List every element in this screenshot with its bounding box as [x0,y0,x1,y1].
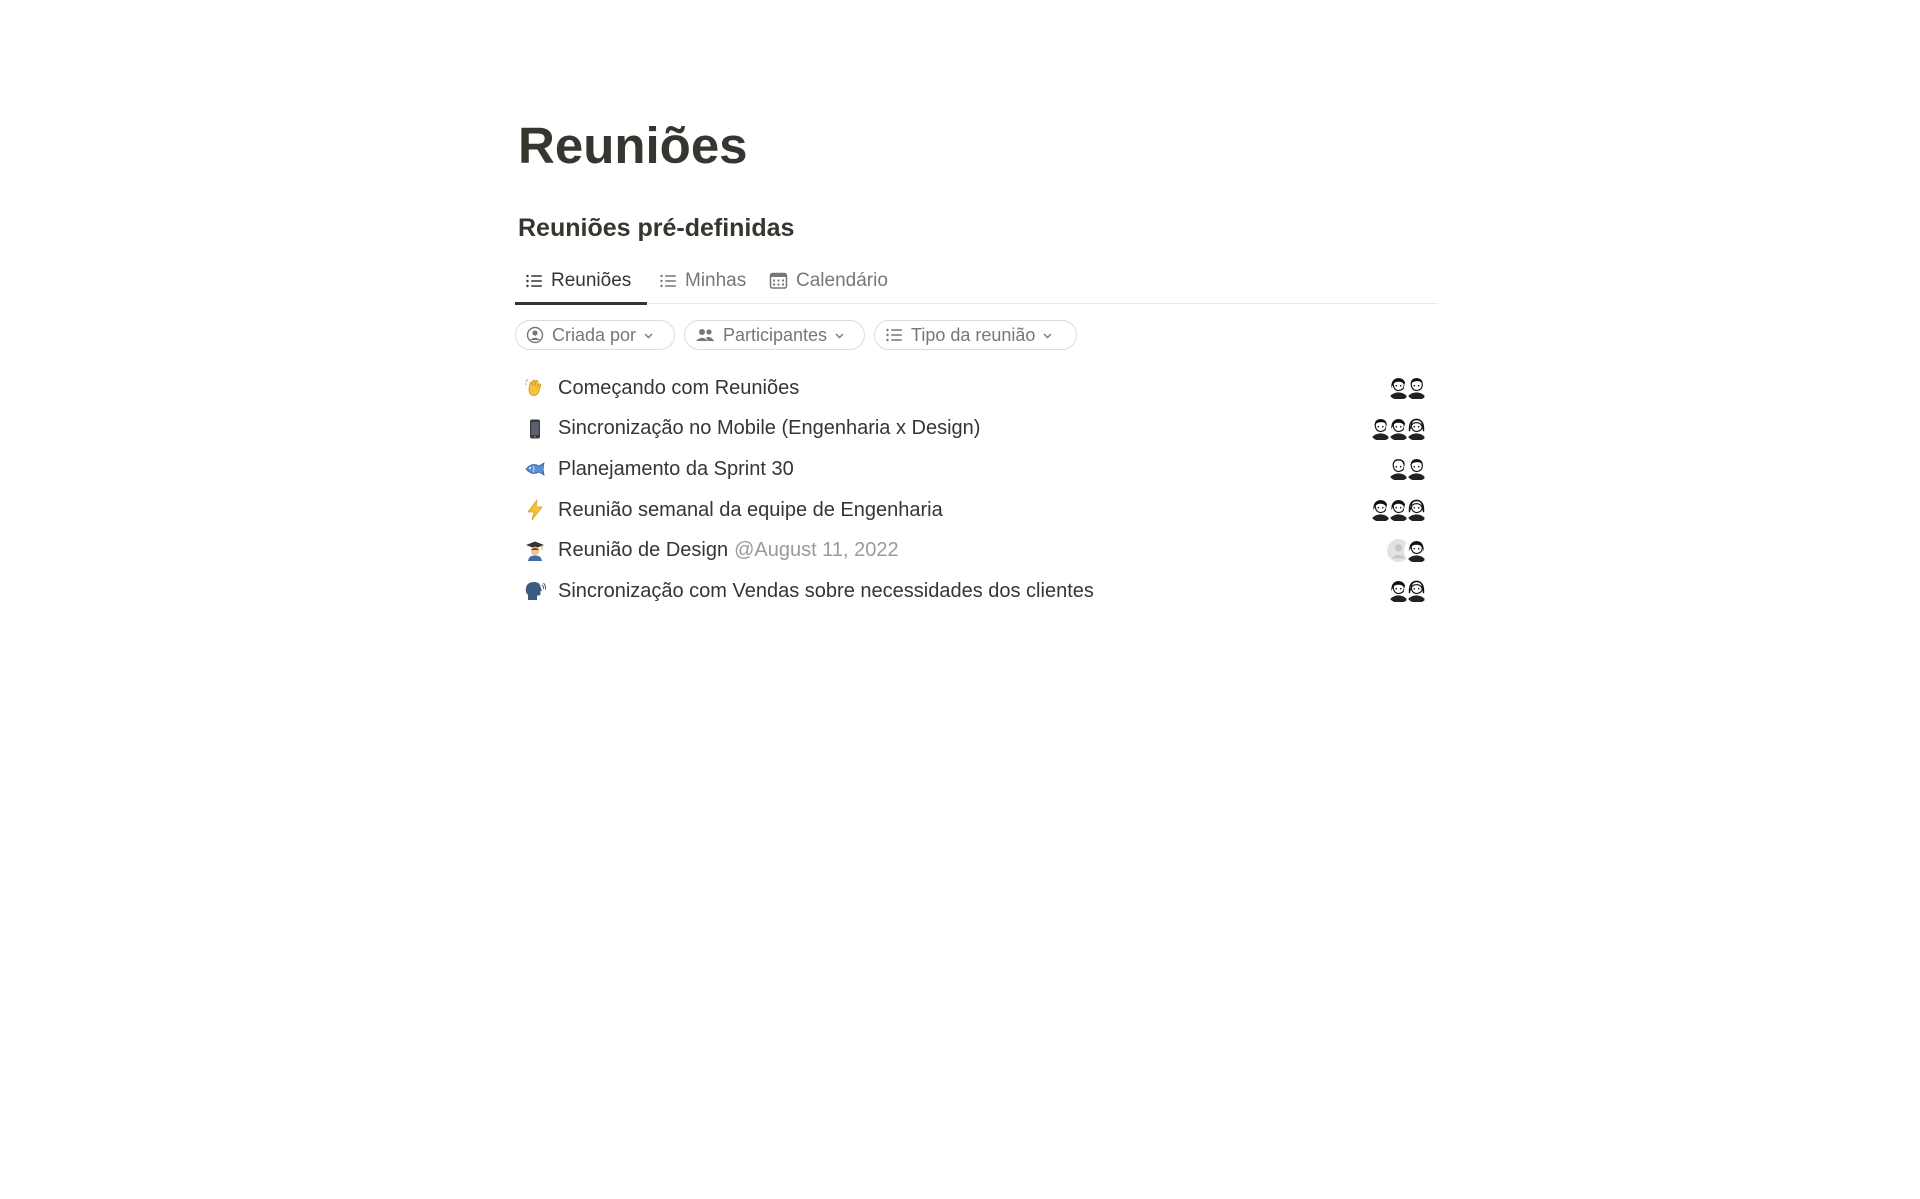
list-item[interactable] [518,409,1430,450]
avatar [1404,456,1430,482]
meeting-title: Reunião de Design [558,539,729,562]
list-item[interactable] [518,368,1430,409]
student-icon [524,540,546,562]
calendar-icon [769,271,796,290]
filter-label: Participantes [723,324,828,345]
participants [1386,538,1430,564]
tab-minhas[interactable] [649,258,757,303]
database-title[interactable]: Reuniões pré-definidas [518,214,795,242]
chevron-down-icon [1042,330,1053,341]
meeting-title: Sincronização no Mobile (Engenharia x Design) [558,417,981,440]
avatar [1404,375,1430,401]
speaking-head-icon [524,580,546,602]
list-item[interactable] [518,571,1430,612]
avatar [1404,497,1430,523]
fish-icon [524,458,546,480]
participants [1386,578,1430,604]
meeting-title: Reunião semanal da equipe de Engenharia [558,498,943,521]
view-tabs [515,258,1438,304]
meeting-title: Sincronização com Vendas sobre necessidades dos clientes [558,579,1094,602]
tab-label: Reuniões [551,269,632,291]
list-item[interactable] [518,490,1430,531]
tab-reunioes[interactable] [515,258,647,303]
tab-label: Minhas [685,269,747,291]
participants [1386,375,1430,401]
page-title: Reuniões [518,117,748,174]
filter-label: Criada por [552,324,637,345]
person-circle-icon [526,326,544,344]
avatar [1404,538,1430,564]
people-icon [695,326,715,344]
chevron-down-icon [834,330,845,341]
meeting-date-mention[interactable]: @August 11, 2022 [734,539,899,562]
participants [1368,416,1430,442]
waving-hand-icon [524,377,546,399]
list-icon [659,272,685,290]
list-icon [525,272,551,290]
participants [1368,497,1430,523]
lightning-icon [524,499,546,521]
filter-tipo-da-reuniao[interactable] [874,320,1077,350]
avatar [1404,578,1430,604]
filter-participantes[interactable] [684,320,865,350]
tab-label: Calendário [796,269,888,291]
meeting-title: Começando com Reuniões [558,376,800,399]
participants [1386,456,1430,482]
list-icon [885,326,903,344]
list-item[interactable] [518,449,1430,490]
meeting-title: Planejamento da Sprint 30 [558,457,794,480]
mobile-phone-icon [524,418,546,440]
list-item[interactable] [518,530,1430,571]
chevron-down-icon [643,330,654,341]
tab-calendario[interactable] [759,258,909,303]
avatar [1404,416,1430,442]
filter-label: Tipo da reunião [911,324,1036,345]
filter-criada-por[interactable] [515,320,675,350]
meeting-list [518,368,1430,612]
